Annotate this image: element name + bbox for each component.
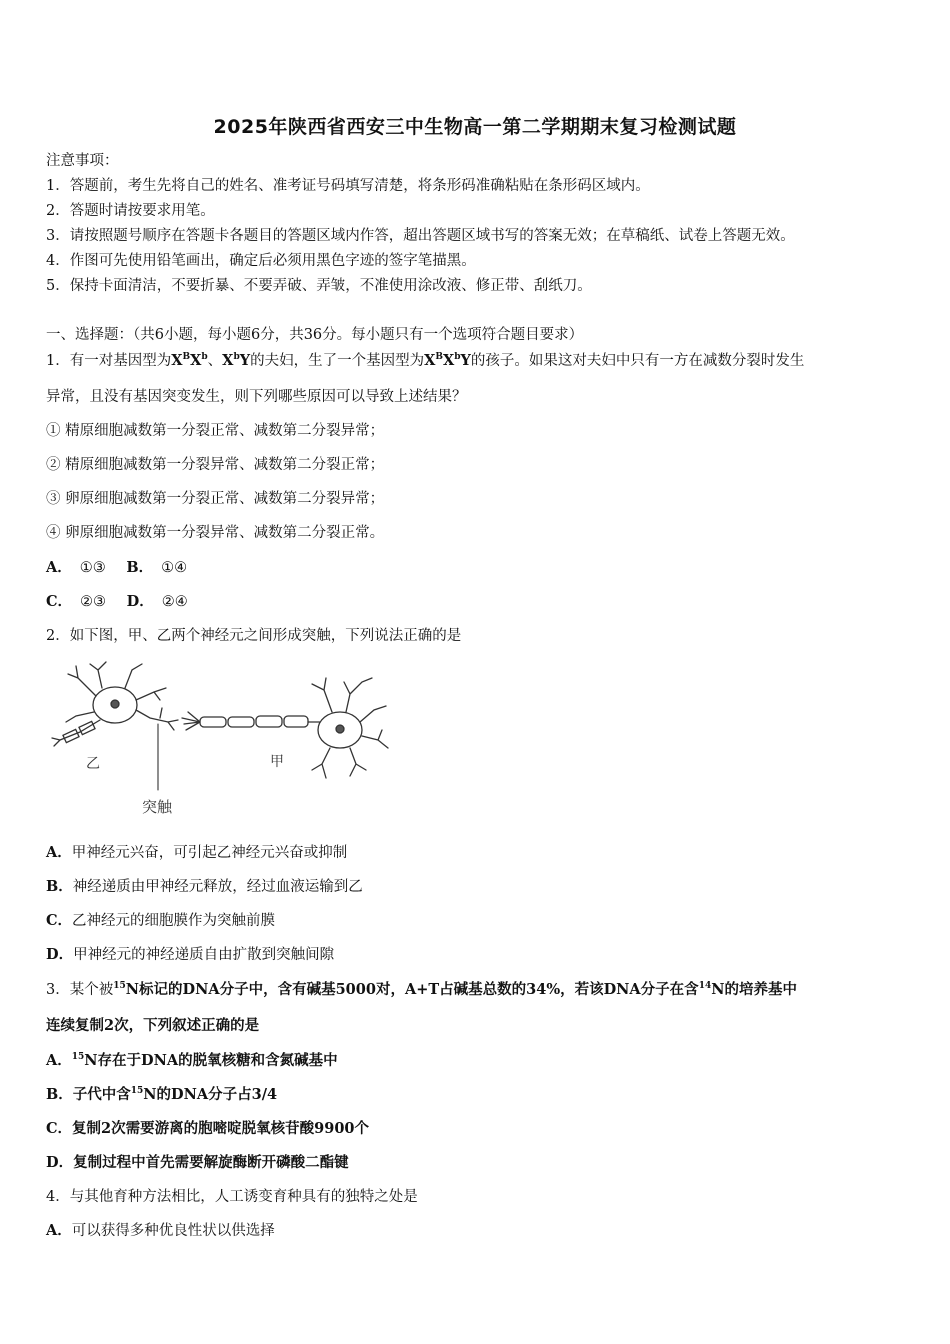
note-item: 3．请按照题号顺序在答题卡各题目的答题区域内作答，超出答题区域书写的答案无效；在草稿纸、试卷上答题无效。 [46,228,795,244]
page-title: 2025年陕西省西安三中生物高一第二学期期末复习检测试题 [213,116,737,138]
note-item: 1．答题前，考生先将自己的姓名、准考证号码填写清楚，将条形码准确粘贴在条形码区域内。 [46,178,650,194]
section-heading: 一、选择题：（共6小题，每小题6分，共36分。每小题只有一个选项符合题目要求） [46,327,584,343]
question-number: 1． [46,353,70,369]
option-row: B．子代中含$^{15}$N的DNA分子占3/4 [46,1086,278,1103]
option-text: 复制过程中首先需要解旋酶断开磷酸二酯键 [73,1154,349,1171]
option-letter: B． [46,878,73,895]
question-1-stem-cont: 异常，且没有基因突变发生，则下列哪些原因可以导致上述结果？ [46,389,467,405]
statement-item: ② 精原细胞减数第一分裂异常、减数第二分裂正常； [46,457,385,473]
neuron-synapse-figure [50,660,390,820]
option-b-letter: B． [126,559,154,576]
option-a-text: ①③ [79,560,106,576]
options-row-ab [46,558,187,578]
option-b-text: ①④ [161,560,188,576]
option-row [46,911,275,931]
option-letter: C． [46,912,73,929]
note-item: 5．保持卡面清洁，不要折暴、不要弄破、弄皱，不准使用涂改液、修正带、刮纸刀。 [46,278,592,294]
option-c-text: ②③ [80,594,107,610]
option-letter: A． [46,844,72,861]
notes-heading: 注意事项： [46,153,119,169]
option-text: 可以获得多种优良性状以供选择 [71,1223,275,1239]
option-text: 神经递质由甲神经元释放，经过血液运输到乙 [72,879,363,895]
option-row [46,1221,275,1241]
statement-item: ③ 卵原细胞减数第一分裂正常、减数第二分裂异常； [46,491,385,507]
option-row [46,843,347,863]
statement-item: ④ 卵原细胞减数第一分裂异常、减数第二分裂正常。 [46,525,385,541]
option-text: N的DNA分子占3/4 [143,1086,278,1103]
option-letter: A． [46,1222,72,1239]
option-text: 甲神经元的神经递质自由扩散到突触间隙 [73,947,335,963]
option-letter: A． [46,1052,72,1069]
option-text: N存在于DNA的脱氧核糖和含氮碱基中 [84,1052,338,1069]
question-4-stem: 4．与其他育种方法相比，人工诱变育种具有的独特之处是 [46,1189,418,1205]
question-3-stem: 3．某个被$^{15}$N标记的DNA分子中，含有碱基5000对，A+T占碱基总数的34%，若该DNA分子在含$^{14}$N的培养基中 [46,981,797,998]
figure-label-synapse: 突触 [142,798,173,816]
figure-label-yi: 乙 [86,756,100,772]
option-a-letter: A． [46,559,72,576]
option-d-letter: D． [126,593,154,610]
option-letter: D． [46,1154,74,1171]
option-row: A．$^{15}$N存在于DNA的脱氧核糖和含氮碱基中 [46,1052,338,1069]
question-number: 2． [46,628,70,644]
note-item: 2．答题时请按要求用笔。 [46,203,215,219]
option-text: 甲神经元兴奋，可引起乙神经元兴奋或抑制 [71,845,348,861]
question-number: 3． [46,982,70,998]
option-row [46,945,334,965]
option-text: 复制2次需要游离的胞嘧啶脱氧核苷酸9900个 [72,1120,369,1137]
option-row [46,1119,369,1139]
question-1-stem: 1．有一对基因型为$X^BX^b$、$X^bY$的夫妇，生了一个基因型为$X^BX^bY$的孩子。如果这对夫妇中只有一方在减数分裂时发生 [46,352,805,369]
option-d-text: ②④ [161,594,188,610]
figure-label-jia: 甲 [270,754,284,770]
option-c-letter: C． [46,593,73,610]
option-letter: C． [46,1120,73,1137]
statement-item: ① 精原细胞减数第一分裂正常、减数第二分裂异常； [46,423,385,439]
note-item: 4．作图可先使用铅笔画出，确定后必须用黑色字迹的签字笔描黑。 [46,253,476,269]
option-letter: D． [46,946,74,963]
question-number: 4． [46,1189,70,1205]
question-2-stem: 2．如下图，甲、乙两个神经元之间形成突触，下列说法正确的是 [46,628,462,644]
question-3-stem-cont: 连续复制2次，下列叙述正确的是 [46,1017,260,1034]
option-row [46,877,363,897]
options-row-cd [46,592,188,612]
option-letter: B． [46,1086,73,1103]
option-row [46,1153,349,1173]
option-text: 乙神经元的细胞膜作为突触前膜 [72,913,276,929]
